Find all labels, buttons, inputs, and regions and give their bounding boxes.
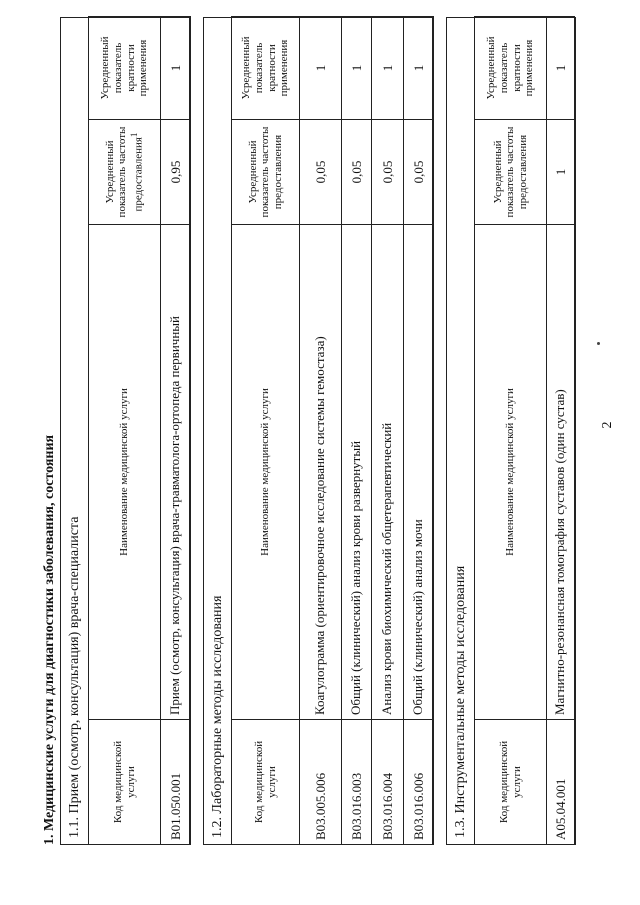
service-frequency: 0,05 [404,120,434,225]
section-frame-1-1 [60,17,190,845]
service-code: B01.050.001 [161,720,191,845]
table-row [404,17,434,845]
service-code: A05.04.001 [547,720,575,845]
section-title-1-1: 1.1. Прием (осмотр, консультация) врача-специалиста [67,516,82,838]
header-freq-provision: Усредненный показатель частоты предоставления$^1$ [89,120,161,225]
service-code: B03.016.006 [404,720,434,845]
table-row [300,17,342,845]
services-table-1-2 [231,16,434,845]
table-header-row [232,17,300,845]
service-name: Магнитно-резонансная томография суставов (один сустав) [547,225,575,720]
service-name: Общий (клинический) анализ крови развернутый [342,225,372,720]
service-name: Общий (клинический) анализ мочи [404,225,434,720]
header-code: Код медицинской услуги [232,720,300,845]
table-row [372,17,404,845]
section-frame-1-2 [203,17,433,845]
header-name: Наименование медицинской услуги [232,225,300,720]
service-frequency: 0,05 [300,120,342,225]
header-name: Наименование медицинской услуги [475,225,547,720]
header-code: Код медицинской услуги [89,720,161,845]
service-multiplicity: 1 [372,17,404,120]
scan-dot-mark [597,342,600,345]
header-freq-use: Усредненный показатель кратности применения [89,17,161,120]
service-frequency: 0,05 [372,120,404,225]
service-code: B03.016.003 [342,720,372,845]
service-multiplicity: 1 [342,17,372,120]
service-name: Анализ крови биохимический общетерапевтический [372,225,404,720]
service-multiplicity: 1 [161,17,191,120]
table-row [547,17,575,845]
section-title-1-3: 1.3. Инструментальные методы исследования [453,565,468,838]
service-multiplicity: 1 [547,17,575,120]
service-frequency: 0,95 [161,120,191,225]
header-freq-use: Усредненный показатель кратности применения [232,17,300,120]
section-frame-1-3 [446,17,576,845]
service-multiplicity: 1 [404,17,434,120]
table-row [342,17,372,845]
header-freq-use: Усредненный показатель кратности применения [475,17,547,120]
service-code: B03.005.006 [300,720,342,845]
services-table-1-3 [474,16,575,845]
document-heading: 1. Медицинские услуги для диагностики заболевания, состояния [42,434,57,845]
table-row [161,17,191,845]
service-frequency: 0,05 [342,120,372,225]
section-title-1-2: 1.2. Лабораторные методы исследования [210,595,225,838]
header-name: Наименование медицинской услуги [89,225,161,720]
service-frequency: 1 [547,120,575,225]
header-code: Код медицинской услуги [475,720,547,845]
table-header-row [89,17,161,845]
service-code: B03.016.004 [372,720,404,845]
service-multiplicity: 1 [300,17,342,120]
header-freq-provision: Усредненный показатель частоты предоставления [475,120,547,225]
services-table-1-1 [88,16,191,845]
table-header-row [475,17,547,845]
service-name: Прием (осмотр, консультация) врача-травматолога-ортопеда первичный [161,225,191,720]
header-freq-provision: Усредненный показатель частоты предоставления [232,120,300,225]
page-number: 2 [600,421,615,429]
service-name: Коагулограмма (ориентировочное исследование системы гемостаза) [300,225,342,720]
